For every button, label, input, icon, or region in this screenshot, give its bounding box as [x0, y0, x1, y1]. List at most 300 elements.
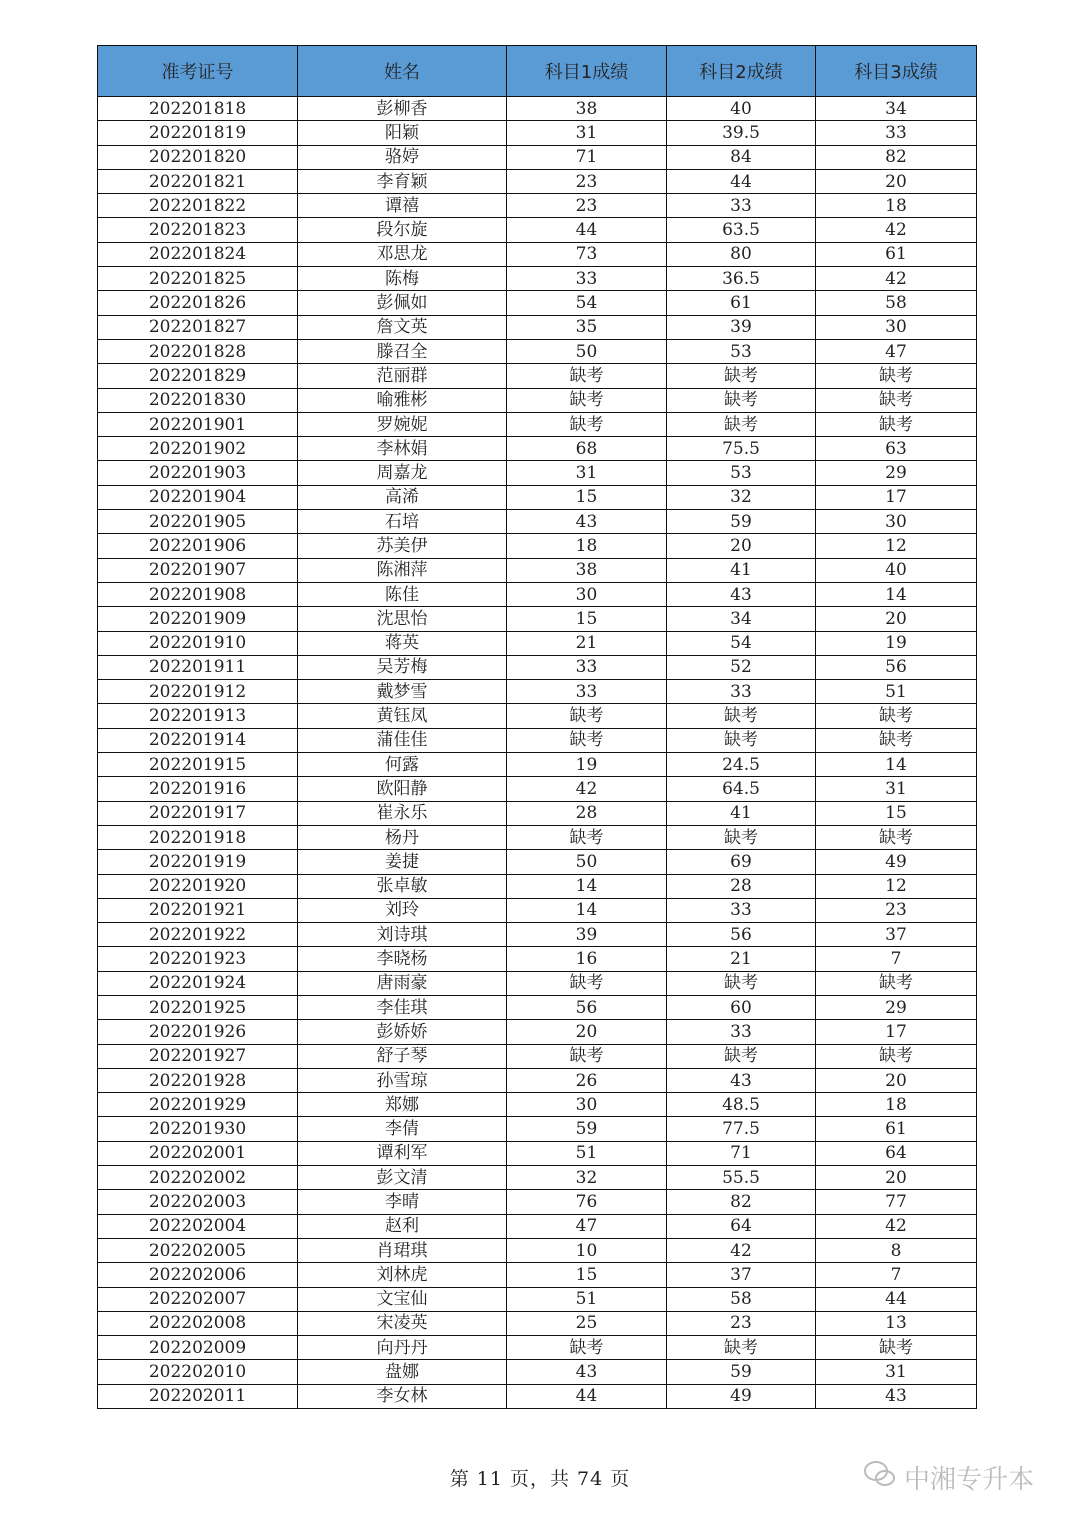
table-row: [98, 947, 977, 971]
cell-subject3: 64: [816, 1141, 977, 1165]
cell-exam-id: 202201911: [98, 655, 298, 679]
table-row: [98, 680, 977, 704]
cell-subject3: 51: [816, 680, 977, 704]
cell-exam-id: 202201923: [98, 947, 298, 971]
cell-subject1: 缺考: [507, 388, 667, 412]
cell-exam-id: 202202003: [98, 1190, 298, 1214]
cell-exam-id: 202201924: [98, 971, 298, 995]
cell-subject1: 缺考: [507, 971, 667, 995]
cell-subject2: 60: [667, 995, 816, 1019]
table-row: [98, 1166, 977, 1190]
cell-subject3: 82: [816, 145, 977, 169]
cell-subject1: 32: [507, 1166, 667, 1190]
cell-subject1: 33: [507, 680, 667, 704]
table-row: [98, 1360, 977, 1384]
table-row: [98, 1311, 977, 1335]
table-header: [98, 46, 977, 97]
cell-name: 滕召全: [298, 339, 507, 363]
cell-subject2: 42: [667, 1238, 816, 1262]
cell-subject3: 12: [816, 534, 977, 558]
cell-subject3: 8: [816, 1238, 977, 1262]
cell-exam-id: 202201921: [98, 898, 298, 922]
cell-subject2: 41: [667, 558, 816, 582]
cell-subject2: 59: [667, 1360, 816, 1384]
table-row: [98, 412, 977, 436]
cell-name: 罗婉妮: [298, 412, 507, 436]
cell-subject1: 56: [507, 995, 667, 1019]
cell-subject1: 缺考: [507, 704, 667, 728]
cell-subject1: 15: [507, 485, 667, 509]
cell-name: 石培: [298, 510, 507, 534]
cell-subject2: 48.5: [667, 1093, 816, 1117]
cell-exam-id: 202201822: [98, 194, 298, 218]
cell-subject2: 23: [667, 1311, 816, 1335]
cell-subject2: 84: [667, 145, 816, 169]
cell-name: 盘娜: [298, 1360, 507, 1384]
table-row: [98, 97, 977, 121]
cell-subject3: 58: [816, 291, 977, 315]
cell-subject3: 34: [816, 97, 977, 121]
cell-subject1: 23: [507, 194, 667, 218]
table-row: [98, 801, 977, 825]
cell-subject3: 缺考: [816, 704, 977, 728]
cell-subject3: 20: [816, 1166, 977, 1190]
cell-subject1: 31: [507, 461, 667, 485]
table-row: [98, 1093, 977, 1117]
table-row: [98, 1020, 977, 1044]
table-row: [98, 898, 977, 922]
cell-exam-id: 202201919: [98, 850, 298, 874]
cell-name: 彭文清: [298, 1166, 507, 1190]
cell-subject3: 42: [816, 218, 977, 242]
table-row: [98, 655, 977, 679]
cell-subject1: 缺考: [507, 825, 667, 849]
cell-subject2: 21: [667, 947, 816, 971]
cell-exam-id: 202201912: [98, 680, 298, 704]
cell-subject3: 18: [816, 194, 977, 218]
cell-exam-id: 202201905: [98, 510, 298, 534]
cell-exam-id: 202201827: [98, 315, 298, 339]
cell-exam-id: 202201910: [98, 631, 298, 655]
cell-name: 何露: [298, 753, 507, 777]
cell-subject2: 33: [667, 898, 816, 922]
cell-subject1: 19: [507, 753, 667, 777]
cell-name: 谭禧: [298, 194, 507, 218]
cell-name: 李倩: [298, 1117, 507, 1141]
cell-subject1: 50: [507, 339, 667, 363]
table-row: [98, 850, 977, 874]
cell-subject1: 68: [507, 437, 667, 461]
cell-name: 陈湘萍: [298, 558, 507, 582]
cell-subject1: 35: [507, 315, 667, 339]
cell-subject3: 47: [816, 339, 977, 363]
table-row: [98, 1384, 977, 1408]
cell-subject3: 缺考: [816, 1044, 977, 1068]
cell-subject2: 41: [667, 801, 816, 825]
cell-subject3: 15: [816, 801, 977, 825]
cell-subject2: 49: [667, 1384, 816, 1408]
cell-subject2: 34: [667, 607, 816, 631]
score-table: [97, 45, 977, 1409]
cell-subject2: 43: [667, 582, 816, 606]
cell-subject3: 63: [816, 437, 977, 461]
cell-name: 唐雨豪: [298, 971, 507, 995]
cell-exam-id: 202201927: [98, 1044, 298, 1068]
table-row: [98, 1068, 977, 1092]
cell-subject1: 23: [507, 169, 667, 193]
cell-exam-id: 202201820: [98, 145, 298, 169]
cell-subject2: 82: [667, 1190, 816, 1214]
cell-subject3: 30: [816, 510, 977, 534]
cell-name: 姜捷: [298, 850, 507, 874]
cell-exam-id: 202201918: [98, 825, 298, 849]
cell-subject2: 55.5: [667, 1166, 816, 1190]
cell-subject1: 73: [507, 242, 667, 266]
cell-subject1: 26: [507, 1068, 667, 1092]
cell-subject1: 21: [507, 631, 667, 655]
cell-subject1: 50: [507, 850, 667, 874]
cell-name: 陈佳: [298, 582, 507, 606]
table-row: [98, 1044, 977, 1068]
table-row: [98, 825, 977, 849]
cell-subject2: 71: [667, 1141, 816, 1165]
cell-name: 吴芳梅: [298, 655, 507, 679]
wechat-icon: [862, 1458, 898, 1497]
cell-subject1: 71: [507, 145, 667, 169]
table-row: [98, 315, 977, 339]
table-row: [98, 267, 977, 291]
cell-subject3: 7: [816, 1263, 977, 1287]
cell-name: 文宝仙: [298, 1287, 507, 1311]
cell-subject1: 缺考: [507, 364, 667, 388]
cell-subject2: 64: [667, 1214, 816, 1238]
cell-subject1: 42: [507, 777, 667, 801]
cell-exam-id: 202202001: [98, 1141, 298, 1165]
cell-exam-id: 202201915: [98, 753, 298, 777]
cell-subject2: 缺考: [667, 825, 816, 849]
cell-subject3: 61: [816, 1117, 977, 1141]
cell-subject3: 29: [816, 995, 977, 1019]
cell-subject3: 33: [816, 121, 977, 145]
cell-exam-id: 202202010: [98, 1360, 298, 1384]
cell-exam-id: 202201829: [98, 364, 298, 388]
cell-name: 彭娇娇: [298, 1020, 507, 1044]
cell-subject2: 63.5: [667, 218, 816, 242]
cell-subject2: 56: [667, 923, 816, 947]
cell-subject1: 38: [507, 97, 667, 121]
cell-subject2: 39: [667, 315, 816, 339]
cell-subject1: 38: [507, 558, 667, 582]
cell-name: 沈思怡: [298, 607, 507, 631]
cell-subject2: 33: [667, 680, 816, 704]
cell-exam-id: 202201819: [98, 121, 298, 145]
cell-exam-id: 202201903: [98, 461, 298, 485]
cell-exam-id: 202201913: [98, 704, 298, 728]
cell-subject1: 54: [507, 291, 667, 315]
cell-exam-id: 202201928: [98, 1068, 298, 1092]
cell-subject3: 20: [816, 1068, 977, 1092]
cell-subject3: 缺考: [816, 412, 977, 436]
cell-subject3: 缺考: [816, 364, 977, 388]
cell-exam-id: 202201917: [98, 801, 298, 825]
watermark-text: 中湘专升本: [904, 1465, 1035, 1495]
cell-name: 彭柳香: [298, 97, 507, 121]
cell-subject2: 54: [667, 631, 816, 655]
cell-subject3: 20: [816, 169, 977, 193]
cell-name: 李晓杨: [298, 947, 507, 971]
cell-exam-id: 202201818: [98, 97, 298, 121]
cell-exam-id: 202201909: [98, 607, 298, 631]
cell-subject1: 14: [507, 898, 667, 922]
header-exam-id: 准考证号: [98, 46, 298, 97]
cell-subject1: 51: [507, 1287, 667, 1311]
cell-subject3: 缺考: [816, 971, 977, 995]
cell-exam-id: 202202011: [98, 1384, 298, 1408]
cell-name: 蒋英: [298, 631, 507, 655]
cell-name: 赵利: [298, 1214, 507, 1238]
cell-exam-id: 202201824: [98, 242, 298, 266]
cell-subject3: 18: [816, 1093, 977, 1117]
header-subject2: 科目2成绩: [667, 46, 816, 97]
cell-subject3: 缺考: [816, 1336, 977, 1360]
cell-name: 孙雪琼: [298, 1068, 507, 1092]
cell-subject1: 10: [507, 1238, 667, 1262]
table-row: [98, 1336, 977, 1360]
cell-exam-id: 202201904: [98, 485, 298, 509]
cell-subject2: 32: [667, 485, 816, 509]
table-row: [98, 485, 977, 509]
cell-exam-id: 202201826: [98, 291, 298, 315]
cell-name: 欧阳静: [298, 777, 507, 801]
cell-subject2: 43: [667, 1068, 816, 1092]
cell-exam-id: 202201920: [98, 874, 298, 898]
cell-subject2: 69: [667, 850, 816, 874]
cell-subject3: 12: [816, 874, 977, 898]
table-row: [98, 874, 977, 898]
table-row: [98, 995, 977, 1019]
cell-subject3: 77: [816, 1190, 977, 1214]
cell-name: 段尔旋: [298, 218, 507, 242]
cell-exam-id: 202201906: [98, 534, 298, 558]
cell-subject3: 30: [816, 315, 977, 339]
cell-name: 苏美伊: [298, 534, 507, 558]
cell-name: 刘诗琪: [298, 923, 507, 947]
table-row: [98, 1190, 977, 1214]
cell-subject2: 缺考: [667, 1336, 816, 1360]
table-row: [98, 242, 977, 266]
cell-name: 范丽群: [298, 364, 507, 388]
table-row: [98, 971, 977, 995]
cell-exam-id: 202202006: [98, 1263, 298, 1287]
cell-subject3: 20: [816, 607, 977, 631]
table-row: [98, 510, 977, 534]
cell-subject1: 25: [507, 1311, 667, 1335]
cell-name: 刘玲: [298, 898, 507, 922]
cell-name: 戴梦雪: [298, 680, 507, 704]
cell-name: 刘林虎: [298, 1263, 507, 1287]
table-row: [98, 582, 977, 606]
cell-exam-id: 202201926: [98, 1020, 298, 1044]
cell-exam-id: 202201925: [98, 995, 298, 1019]
table-row: [98, 145, 977, 169]
cell-name: 李女林: [298, 1384, 507, 1408]
cell-subject1: 缺考: [507, 1044, 667, 1068]
cell-subject1: 18: [507, 534, 667, 558]
cell-subject2: 28: [667, 874, 816, 898]
cell-subject2: 77.5: [667, 1117, 816, 1141]
table-row: [98, 218, 977, 242]
cell-subject1: 缺考: [507, 1336, 667, 1360]
cell-name: 郑娜: [298, 1093, 507, 1117]
cell-subject3: 31: [816, 777, 977, 801]
cell-subject3: 42: [816, 1214, 977, 1238]
cell-subject2: 39.5: [667, 121, 816, 145]
cell-exam-id: 202201908: [98, 582, 298, 606]
cell-subject3: 14: [816, 753, 977, 777]
cell-name: 高浠: [298, 485, 507, 509]
table-row: [98, 607, 977, 631]
cell-exam-id: 202201825: [98, 267, 298, 291]
cell-name: 周嘉龙: [298, 461, 507, 485]
header-subject1: 科目1成绩: [507, 46, 667, 97]
cell-exam-id: 202201914: [98, 728, 298, 752]
cell-subject3: 17: [816, 485, 977, 509]
cell-subject3: 23: [816, 898, 977, 922]
watermark: [862, 1458, 1034, 1497]
cell-subject3: 37: [816, 923, 977, 947]
cell-name: 张卓敏: [298, 874, 507, 898]
cell-subject2: 37: [667, 1263, 816, 1287]
cell-exam-id: 202201823: [98, 218, 298, 242]
table-row: [98, 291, 977, 315]
cell-subject1: 33: [507, 267, 667, 291]
table-row: [98, 558, 977, 582]
cell-subject2: 20: [667, 534, 816, 558]
cell-subject2: 33: [667, 194, 816, 218]
cell-subject1: 31: [507, 121, 667, 145]
cell-name: 蒲佳佳: [298, 728, 507, 752]
cell-subject3: 49: [816, 850, 977, 874]
cell-subject3: 14: [816, 582, 977, 606]
cell-subject1: 33: [507, 655, 667, 679]
cell-subject1: 43: [507, 1360, 667, 1384]
cell-name: 黄钰凤: [298, 704, 507, 728]
cell-subject1: 39: [507, 923, 667, 947]
table-row: [98, 437, 977, 461]
cell-subject2: 80: [667, 242, 816, 266]
table-row: [98, 121, 977, 145]
cell-subject3: 7: [816, 947, 977, 971]
cell-subject3: 61: [816, 242, 977, 266]
table-body: [98, 97, 977, 1409]
cell-exam-id: 202202009: [98, 1336, 298, 1360]
cell-name: 阳颖: [298, 121, 507, 145]
cell-subject1: 缺考: [507, 728, 667, 752]
cell-name: 舒子琴: [298, 1044, 507, 1068]
cell-subject1: 44: [507, 1384, 667, 1408]
table-row: [98, 753, 977, 777]
cell-subject1: 15: [507, 1263, 667, 1287]
cell-subject3: 17: [816, 1020, 977, 1044]
cell-exam-id: 202201902: [98, 437, 298, 461]
table-row: [98, 1214, 977, 1238]
cell-name: 向丹丹: [298, 1336, 507, 1360]
cell-exam-id: 202201821: [98, 169, 298, 193]
cell-subject3: 缺考: [816, 728, 977, 752]
table-row: [98, 461, 977, 485]
cell-subject1: 30: [507, 582, 667, 606]
cell-subject1: 14: [507, 874, 667, 898]
cell-subject1: 缺考: [507, 412, 667, 436]
table-row: [98, 631, 977, 655]
cell-subject2: 缺考: [667, 364, 816, 388]
cell-subject1: 59: [507, 1117, 667, 1141]
cell-name: 肖珺琪: [298, 1238, 507, 1262]
cell-subject2: 52: [667, 655, 816, 679]
cell-exam-id: 202201901: [98, 412, 298, 436]
table-row: [98, 1287, 977, 1311]
cell-name: 彭佩如: [298, 291, 507, 315]
header-subject3: 科目3成绩: [816, 46, 977, 97]
cell-name: 骆婷: [298, 145, 507, 169]
cell-subject1: 44: [507, 218, 667, 242]
table-row: [98, 1238, 977, 1262]
cell-subject1: 51: [507, 1141, 667, 1165]
cell-subject2: 缺考: [667, 412, 816, 436]
cell-subject2: 24.5: [667, 753, 816, 777]
cell-subject3: 缺考: [816, 825, 977, 849]
cell-subject3: 43: [816, 1384, 977, 1408]
cell-subject3: 44: [816, 1287, 977, 1311]
cell-subject2: 64.5: [667, 777, 816, 801]
table-row: [98, 364, 977, 388]
cell-subject2: 61: [667, 291, 816, 315]
table-row: [98, 194, 977, 218]
cell-subject3: 40: [816, 558, 977, 582]
cell-subject3: 42: [816, 267, 977, 291]
cell-exam-id: 202201830: [98, 388, 298, 412]
cell-subject1: 43: [507, 510, 667, 534]
table-row: [98, 923, 977, 947]
table-row: [98, 704, 977, 728]
cell-exam-id: 202202004: [98, 1214, 298, 1238]
cell-name: 宋凌英: [298, 1311, 507, 1335]
cell-subject1: 15: [507, 607, 667, 631]
cell-name: 杨丹: [298, 825, 507, 849]
table-row: [98, 169, 977, 193]
table-row: [98, 1117, 977, 1141]
cell-subject2: 59: [667, 510, 816, 534]
cell-name: 詹文英: [298, 315, 507, 339]
cell-exam-id: 202202002: [98, 1166, 298, 1190]
cell-name: 喻雅彬: [298, 388, 507, 412]
cell-subject3: 13: [816, 1311, 977, 1335]
table-row: [98, 728, 977, 752]
cell-exam-id: 202202005: [98, 1238, 298, 1262]
cell-subject3: 29: [816, 461, 977, 485]
cell-name: 李晴: [298, 1190, 507, 1214]
cell-exam-id: 202201922: [98, 923, 298, 947]
table-row: [98, 1263, 977, 1287]
cell-name: 李佳琪: [298, 995, 507, 1019]
table-row: [98, 339, 977, 363]
cell-subject2: 53: [667, 461, 816, 485]
cell-subject2: 缺考: [667, 971, 816, 995]
cell-subject2: 40: [667, 97, 816, 121]
cell-subject1: 20: [507, 1020, 667, 1044]
table-row: [98, 777, 977, 801]
cell-subject1: 28: [507, 801, 667, 825]
